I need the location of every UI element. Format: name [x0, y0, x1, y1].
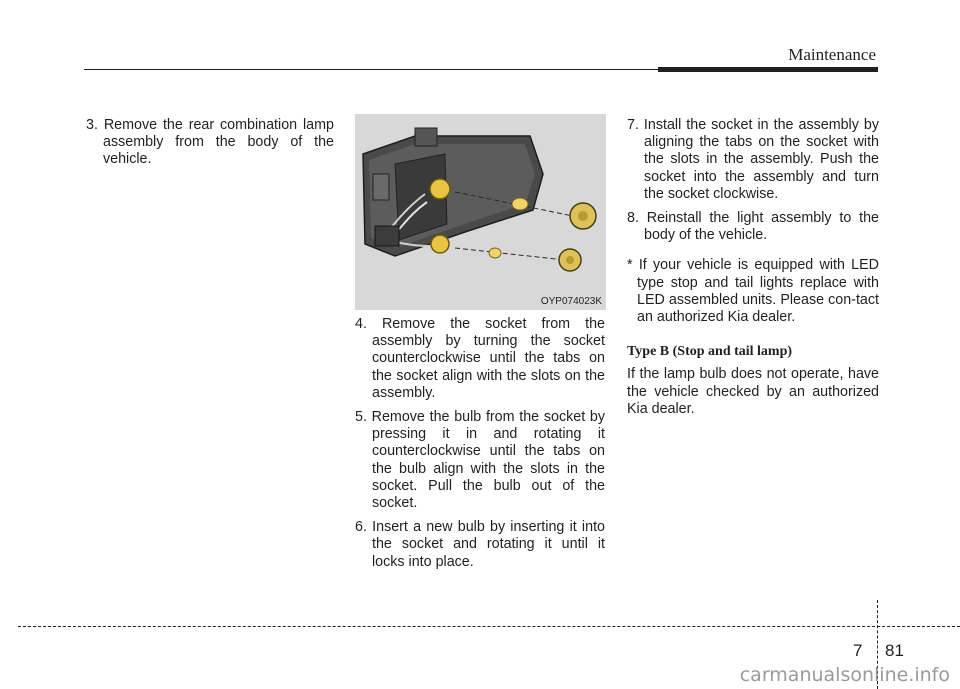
- lamp-assembly-illustration: [355, 114, 606, 310]
- step-6: 6. Insert a new bulb by inserting it into the socket and rotating it until it locks into place.: [355, 519, 605, 570]
- figure-code: OYP074023K: [540, 296, 602, 307]
- right-column: [627, 117, 879, 418]
- lamp-socket-drawing: [355, 114, 606, 310]
- header-rule-accent: [658, 67, 878, 72]
- middle-column: [355, 316, 605, 578]
- header-rule: [84, 69, 664, 70]
- step-5: 5. Remove the bulb from the socket by pressing it in and rotating it counterclockwise until the tabs on the bulb align with the slots in the socket. Pull the bulb out of the socket.: [355, 409, 605, 512]
- type-b-text: If the lamp bulb does not operate, have the vehicle checked by an authorized Kia dealer.: [627, 366, 879, 417]
- type-b-heading: Type B (Stop and tail lamp): [627, 344, 793, 360]
- led-note: * If your vehicle is equipped with LED type stop and tail lights replace with LED assembled units. Please con-tact an authorized Kia dealer.: [627, 257, 879, 326]
- step-3: 3. Remove the rear combination lamp assembly from the body of the vehicle.: [86, 117, 334, 168]
- step-8: 8. Reinstall the light assembly to the body of the vehicle.: [627, 210, 879, 244]
- chapter-number: 7: [853, 641, 863, 660]
- left-column: [86, 117, 334, 176]
- page-number: 81: [885, 641, 904, 660]
- step-4: 4. Remove the socket from the assembly by turning the socket counterclockwise until the tabs on the socket align with the slots on the assembly.: [355, 316, 605, 401]
- footer-rule: [18, 626, 960, 627]
- section-title: Maintenance: [788, 45, 876, 64]
- step-7: 7. Install the socket in the assembly by aligning the tabs on the socket with the slots in the assembly. Push the socket into the assembly and turn the socket clockwise.: [627, 117, 879, 202]
- watermark: carmanualsonline.info: [739, 664, 950, 686]
